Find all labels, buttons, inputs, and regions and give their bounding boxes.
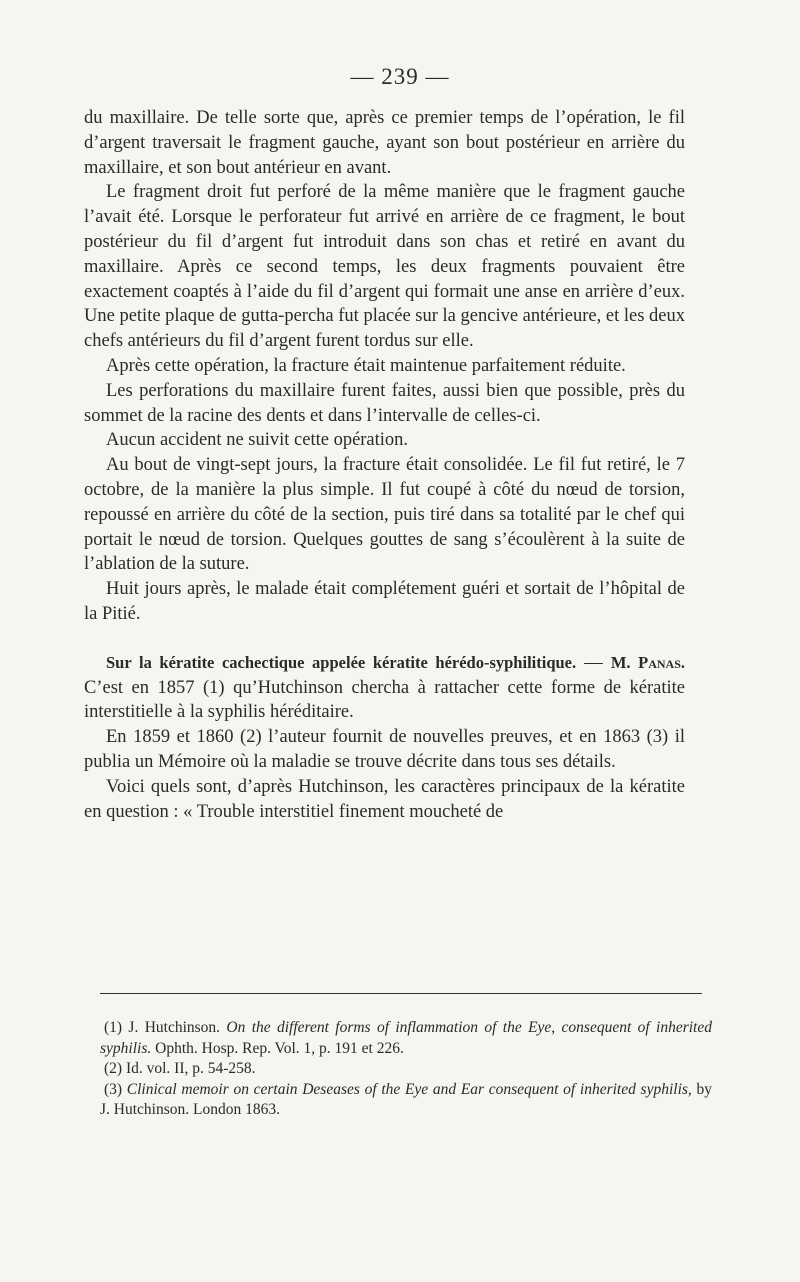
paragraph: Le fragment droit fut perforé de la même manière que le fragment gauche l’avait été. Lorsque le perforateur fut arrivé en arrière de ce fragment, le bout postérieur du fil d’argent fut introduit dans son chas et retiré en avant du maxillaire. Après ce second temps, les deux fragments pouvaient être exactement coaptés à l’aide du fil d’argent qui formait une anse en arrière d’eux. Une petite plaque de gutta-percha fut placée sur la gencive antérieure, et les deux chefs antérieurs du fil d’argent furent tordus sur elle. [84, 182, 685, 352]
paragraph: Les perforations du maxillaire furent faites, aussi bien que possible, près du sommet de la racine des dents et dans l’intervalle de celles-ci. [84, 380, 685, 426]
paragraph: Huit jours après, le malade était complétement guéri et sortait de l’hôpital de la Pitié. [84, 579, 685, 624]
paragraph: Aucun accident ne suivit cette opération. [106, 430, 409, 451]
footnote-3-title: Clinical memoir on certain Deseases of the Eye and Ear consequent of inherited syphilis, [126, 1080, 692, 1098]
footnote-1 [100, 1018, 712, 1059]
paragraph: Après cette opération, la fracture était maintenue parfaitement réduite. [106, 355, 626, 376]
paragraph: Voici quels sont, d’après Hutchinson, les caractères principaux de la kératite en question : « Trouble interstitiel finement moucheté de [84, 776, 685, 822]
footnote-2: (2) Id. vol. II, p. 54-258. [104, 1060, 256, 1077]
footnote-1-title: On the different forms of inflammation of the Eye, consequent of inherited syphilis. [100, 1019, 712, 1057]
section-dash: — [576, 652, 611, 673]
section-title: Sur la kératite cachectique appelée kératite hérédo-syphilitique. [106, 652, 577, 672]
footnote-divider [100, 993, 702, 994]
page-number: — 239 — [350, 64, 450, 89]
section-author: M. Panas. [610, 652, 686, 672]
footnote-1-source: Ophth. Hosp. Rep. Vol. 1, p. 191 et 226. [151, 1039, 404, 1057]
section-first-text: C’est en 1857 (1) qu’Hutchinson chercha à rattacher cette forme de kératite interstitielle à la syphilis héréditaire. [84, 677, 685, 723]
section-heading-paragraph [84, 651, 685, 725]
main-text [84, 106, 685, 824]
footnote-3-source: by J. Hutchinson. London 1863. [100, 1080, 713, 1118]
footnote-3 [100, 1080, 712, 1121]
footnote-1-author: (1) J. Hutchinson. [104, 1019, 227, 1036]
paragraph: du maxillaire. De telle sorte que, après ce premier temps de l’opération, le fil d’argent traversait le fragment gauche, ayant son bout postérieur en arrière du maxillaire, et son bout antérieur en avant. [84, 108, 685, 178]
footnotes [100, 1018, 712, 1121]
footnote-3-number: (3) [104, 1080, 127, 1098]
paragraph: En 1859 et 1860 (2) l’auteur fournit de nouvelles preuves, et en 1863 (3) il publia un Mémoire où la maladie se trouve décrite dans tous ses détails. [84, 727, 685, 772]
paragraph: Au bout de vingt-sept jours, la fracture était consolidée. Le fil fut retiré, le 7 octobre, de la manière la plus simple. Il fut coupé à côté du nœud de torsion, repoussé en arrière du côté de la section, puis tiré dans sa totalité par le chef qui portait le nœud de torsion. Quelques gouttes de sang s’écoulèrent à la suite de l’ablation de la suture. [84, 455, 685, 575]
